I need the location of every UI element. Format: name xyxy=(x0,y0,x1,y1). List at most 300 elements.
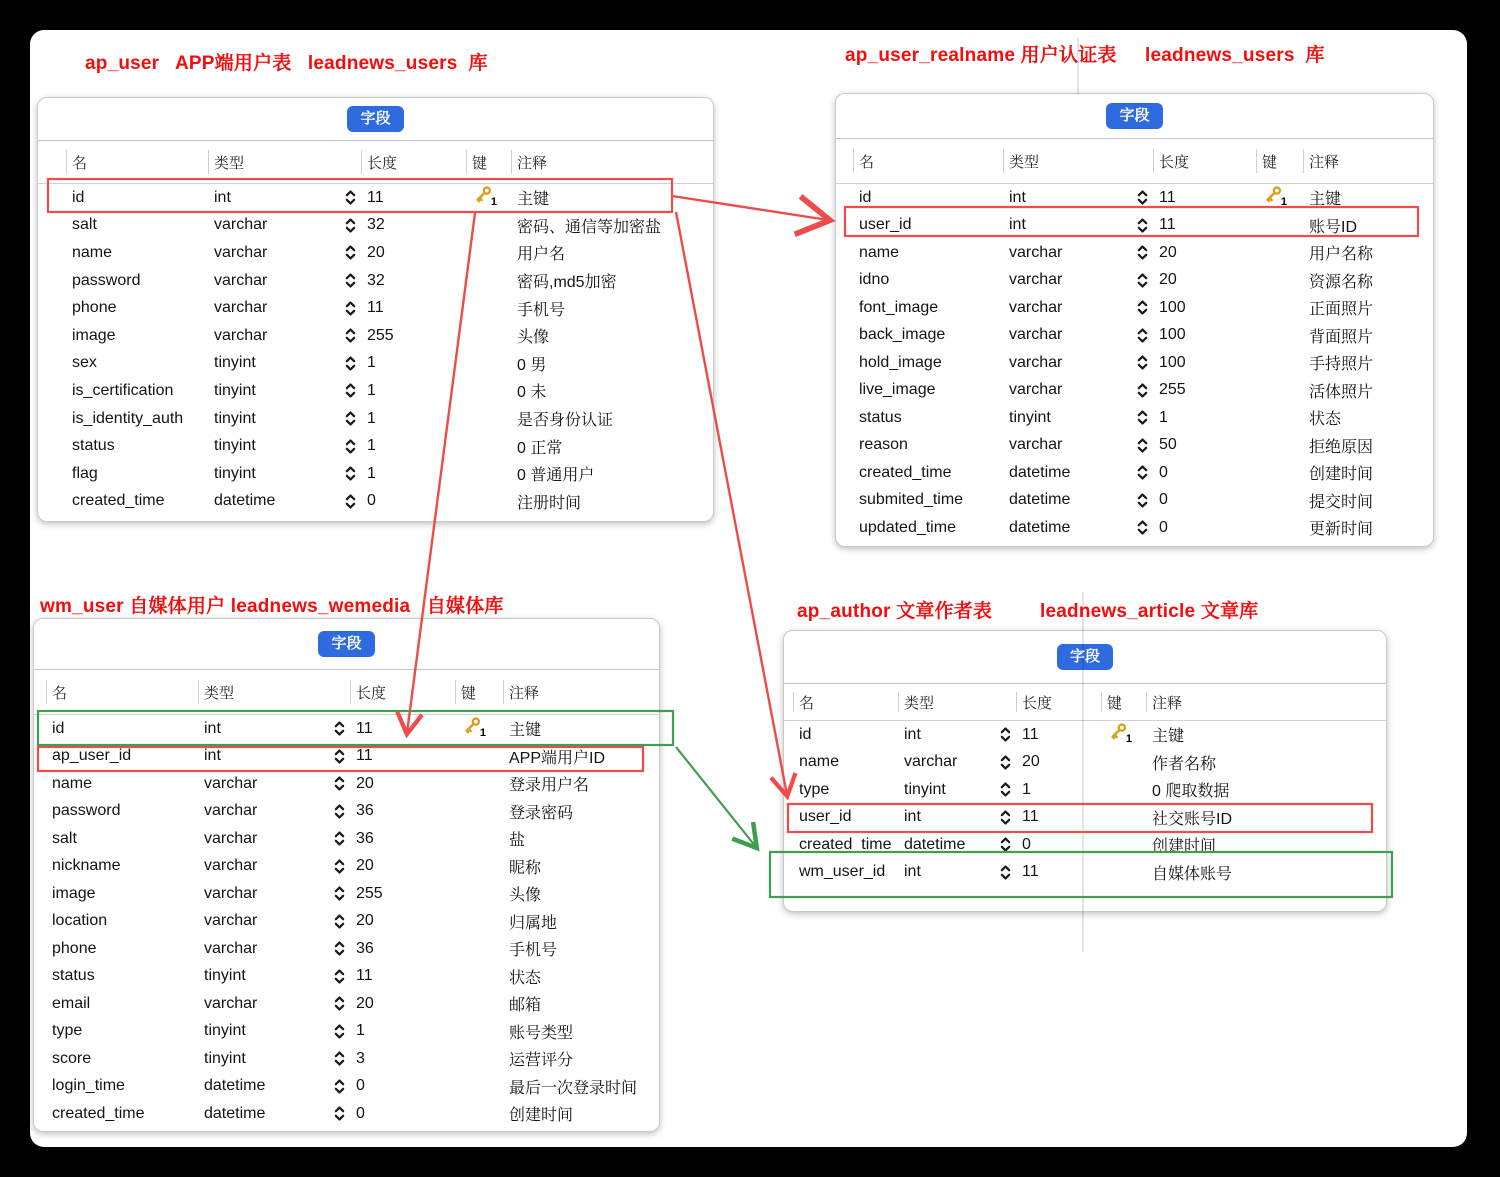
stepper-icon[interactable] xyxy=(989,864,1019,881)
field-length: 0 xyxy=(1159,491,1168,509)
field-type: datetime xyxy=(1009,491,1071,509)
field-comment: 手机号 xyxy=(509,942,558,960)
column-header-key[interactable]: 键 xyxy=(458,670,506,714)
field-name: ap_user_id xyxy=(52,747,132,765)
table-row-phone[interactable] xyxy=(38,294,713,322)
field-name: score xyxy=(52,1049,92,1067)
stepper-icon[interactable] xyxy=(989,726,1019,743)
column-header-length[interactable]: 长度 xyxy=(1156,139,1259,183)
field-length: 0 xyxy=(356,1077,365,1095)
field-length: 11 xyxy=(1022,863,1039,881)
stepper-icon[interactable] xyxy=(323,1050,353,1067)
card-toolbar xyxy=(784,631,1386,684)
field-type: varchar xyxy=(214,271,268,289)
fields-tab[interactable]: 字段 xyxy=(318,631,374,657)
column-header-name[interactable]: 名 xyxy=(69,141,211,183)
table-row-status[interactable] xyxy=(34,963,659,991)
field-type: varchar xyxy=(204,774,258,792)
stepper-icon[interactable] xyxy=(1126,492,1156,509)
field-comment: 昵称 xyxy=(509,859,542,877)
stepper-icon[interactable] xyxy=(323,913,353,930)
column-header-type[interactable]: 类型 xyxy=(901,684,989,720)
column-header-name[interactable]: 名 xyxy=(49,670,201,714)
table-row-email[interactable] xyxy=(34,990,659,1018)
table-row-hold_image[interactable] xyxy=(836,349,1433,377)
stepper-icon[interactable] xyxy=(323,720,353,737)
field-type: tinyint xyxy=(214,464,256,482)
table-row-wm_user_id[interactable] xyxy=(784,859,1386,887)
column-header-type[interactable]: 类型 xyxy=(201,670,323,714)
field-name: reason xyxy=(859,436,908,454)
card-toolbar xyxy=(34,619,659,670)
stepper-icon[interactable] xyxy=(334,244,364,261)
field-comment: 最后一次登录时间 xyxy=(509,1079,638,1097)
stepper-icon[interactable] xyxy=(334,300,364,317)
field-length: 20 xyxy=(356,774,374,792)
field-type: tinyint xyxy=(904,780,946,798)
field-length: 255 xyxy=(356,884,383,902)
field-comment: 社交账号ID xyxy=(1152,810,1233,828)
field-length: 11 xyxy=(1159,188,1176,206)
field-length: 100 xyxy=(1159,326,1186,344)
stepper-icon[interactable] xyxy=(323,830,353,847)
field-comment: 归属地 xyxy=(509,914,558,932)
field-type: varchar xyxy=(1009,243,1063,261)
table-row-idno[interactable] xyxy=(836,267,1433,295)
field-type: int xyxy=(1009,188,1026,206)
stepper-icon[interactable] xyxy=(334,355,364,372)
field-type: int xyxy=(904,808,921,826)
table-row-image[interactable] xyxy=(34,880,659,908)
field-type: datetime xyxy=(904,835,966,853)
field-comment: 0 男 xyxy=(517,356,547,374)
field-rows xyxy=(836,184,1433,542)
table-row-location[interactable] xyxy=(34,908,659,936)
column-header-type[interactable]: 类型 xyxy=(1006,139,1126,183)
stepper-icon[interactable] xyxy=(1126,464,1156,481)
stepper-icon[interactable] xyxy=(323,885,353,902)
field-comment: 注册时间 xyxy=(517,494,582,512)
table-row-id[interactable] xyxy=(38,184,713,212)
stepper-icon[interactable] xyxy=(323,775,353,792)
field-comment: 密码,md5加密 xyxy=(517,274,617,292)
table-row-user_id[interactable] xyxy=(836,212,1433,240)
stepper-icon[interactable] xyxy=(1126,382,1156,399)
stepper-icon[interactable] xyxy=(1126,217,1156,234)
field-type: tinyint xyxy=(214,409,256,427)
column-header-key[interactable]: 键 xyxy=(469,141,514,183)
column-header-length[interactable]: 长度 xyxy=(1019,684,1104,720)
stepper-icon[interactable] xyxy=(1126,519,1156,536)
field-comment: 是否身份认证 xyxy=(517,412,614,430)
column-header-key[interactable]: 键 xyxy=(1259,139,1306,183)
table-card-ap_author xyxy=(783,630,1387,912)
field-comment: APP端用户ID xyxy=(509,749,606,767)
column-header-sort xyxy=(989,684,1019,720)
column-header-key[interactable]: 键 xyxy=(1104,684,1149,720)
field-length: 0 xyxy=(1159,463,1168,481)
field-name: image xyxy=(52,884,96,902)
field-length: 20 xyxy=(356,912,374,930)
field-name: status xyxy=(859,408,902,426)
stepper-icon[interactable] xyxy=(1126,272,1156,289)
field-length: 3 xyxy=(356,1049,365,1067)
field-comment: 主键 xyxy=(509,722,542,740)
table-row-reason[interactable] xyxy=(836,432,1433,460)
field-comment: 提交时间 xyxy=(1309,493,1374,511)
column-header-name[interactable]: 名 xyxy=(856,139,1006,183)
table-row-status[interactable] xyxy=(38,432,713,460)
table-row-created_time[interactable] xyxy=(836,459,1433,487)
field-type: datetime xyxy=(204,1077,266,1095)
field-key xyxy=(469,184,514,211)
table-row-live_image[interactable] xyxy=(836,377,1433,405)
field-name: status xyxy=(52,967,95,985)
field-comment: 正面照片 xyxy=(1309,301,1374,319)
column-header-length[interactable]: 长度 xyxy=(353,670,458,714)
stepper-icon[interactable] xyxy=(334,327,364,344)
stepper-icon[interactable] xyxy=(323,803,353,820)
column-header-name[interactable]: 名 xyxy=(796,684,901,720)
field-type: tinyint xyxy=(214,437,256,455)
field-name: name xyxy=(799,753,840,771)
table-row-font_image[interactable] xyxy=(836,294,1433,322)
field-name: user_id xyxy=(799,808,852,826)
field-comment: 用户名 xyxy=(517,246,566,264)
table-row-id[interactable] xyxy=(836,184,1433,212)
stepper-icon[interactable] xyxy=(334,410,364,427)
field-type: varchar xyxy=(214,216,268,234)
field-key xyxy=(458,715,506,742)
table-row-salt[interactable] xyxy=(34,825,659,853)
stepper-icon[interactable] xyxy=(323,1023,353,1040)
table-row-back_image[interactable] xyxy=(836,322,1433,350)
stepper-icon[interactable] xyxy=(334,272,364,289)
stepper-icon[interactable] xyxy=(323,1105,353,1122)
field-length: 11 xyxy=(1159,216,1176,234)
field-type: varchar xyxy=(214,326,268,344)
table-row-type[interactable] xyxy=(784,776,1386,804)
field-length: 36 xyxy=(356,802,374,820)
column-header-comment[interactable]: 注释 xyxy=(1306,139,1433,183)
table-row-name[interactable] xyxy=(836,239,1433,267)
field-name: salt xyxy=(52,829,77,847)
field-length: 1 xyxy=(367,354,376,372)
table-title-ap_user: ap_user APP端用户表 leadnews_users 库 xyxy=(85,53,488,74)
column-header-comment[interactable]: 注释 xyxy=(506,670,659,714)
column-header-comment[interactable]: 注释 xyxy=(514,141,713,183)
column-header-row xyxy=(34,670,659,715)
field-length: 1 xyxy=(367,464,376,482)
field-comment: 状态 xyxy=(1309,411,1342,429)
field-name: image xyxy=(72,326,116,344)
column-header-sort xyxy=(334,141,364,183)
field-name: user_id xyxy=(859,216,912,234)
field-name: created_time xyxy=(859,463,952,481)
field-comment: 登录用户名 xyxy=(509,777,590,795)
field-comment: 活体照片 xyxy=(1309,383,1374,401)
field-comment: 运营评分 xyxy=(509,1052,574,1070)
stepper-icon[interactable] xyxy=(989,781,1019,798)
field-length: 20 xyxy=(1159,271,1177,289)
table-title-wm_user: wm_user 自媒体用户 leadnews_wemedia 自媒体库 xyxy=(40,596,504,617)
field-name: id xyxy=(72,188,85,206)
stepper-icon[interactable] xyxy=(334,493,364,510)
stepper-icon[interactable] xyxy=(1126,354,1156,371)
table-row-status[interactable] xyxy=(836,404,1433,432)
primary-key-icon: 1 xyxy=(472,184,494,206)
field-type: varchar xyxy=(204,829,258,847)
stepper-icon[interactable] xyxy=(989,754,1019,771)
field-length: 1 xyxy=(356,1022,365,1040)
column-header-comment[interactable]: 注释 xyxy=(1149,684,1386,720)
field-type: varchar xyxy=(904,753,958,771)
field-type: varchar xyxy=(1009,381,1063,399)
field-name: created_time xyxy=(72,492,165,510)
table-row-phone[interactable] xyxy=(34,935,659,963)
table-title-ap_author-db: leadnews_article 文章库 xyxy=(1040,601,1259,622)
table-row-id[interactable] xyxy=(784,721,1386,749)
stepper-icon[interactable] xyxy=(1126,189,1156,206)
field-type: datetime xyxy=(1009,463,1071,481)
column-header-sort xyxy=(1126,139,1156,183)
field-comment: 自媒体账号 xyxy=(1152,865,1233,883)
field-key xyxy=(1259,184,1306,211)
field-type: datetime xyxy=(214,492,276,510)
field-length: 0 xyxy=(356,1104,365,1122)
field-name: sex xyxy=(72,354,97,372)
field-comment: 创建时间 xyxy=(509,1107,574,1125)
field-rows xyxy=(784,721,1386,886)
field-type: int xyxy=(204,719,221,737)
field-key xyxy=(1104,721,1149,748)
field-comment: 用户名称 xyxy=(1309,246,1374,264)
stepper-icon[interactable] xyxy=(334,465,364,482)
table-card-wm_user xyxy=(33,618,660,1132)
stepper-icon[interactable] xyxy=(323,858,353,875)
stepper-icon[interactable] xyxy=(989,809,1019,826)
table-row-flag[interactable] xyxy=(38,460,713,488)
field-name: updated_time xyxy=(859,518,956,536)
field-comment: 头像 xyxy=(517,329,550,347)
field-type: varchar xyxy=(1009,298,1063,316)
field-comment: 头像 xyxy=(509,887,542,905)
field-type: varchar xyxy=(204,912,258,930)
field-type: varchar xyxy=(204,994,258,1012)
stepper-icon[interactable] xyxy=(334,189,364,206)
stepper-icon[interactable] xyxy=(323,995,353,1012)
field-comment: 密码、通信等加密盐 xyxy=(517,218,662,236)
field-name: password xyxy=(52,802,121,820)
field-type: varchar xyxy=(1009,326,1063,344)
field-type: varchar xyxy=(1009,353,1063,371)
table-row-name[interactable] xyxy=(34,770,659,798)
field-name: submited_time xyxy=(859,491,964,509)
field-length: 20 xyxy=(356,994,374,1012)
primary-key-icon: 1 xyxy=(1262,184,1284,206)
fields-tab[interactable]: 字段 xyxy=(347,106,403,132)
stepper-icon[interactable] xyxy=(334,382,364,399)
field-length: 255 xyxy=(1159,381,1186,399)
card-toolbar xyxy=(836,94,1433,139)
field-comment: 状态 xyxy=(509,969,542,987)
field-comment: 邮箱 xyxy=(509,997,542,1015)
stepper-icon[interactable] xyxy=(1126,299,1156,316)
field-type: int xyxy=(1009,216,1026,234)
field-name: type xyxy=(799,780,830,798)
field-name: name xyxy=(859,243,900,261)
field-length: 255 xyxy=(367,326,394,344)
field-comment: 资源名称 xyxy=(1309,273,1374,291)
table-row-user_id[interactable] xyxy=(784,804,1386,832)
window-separator-line xyxy=(1082,592,1084,952)
field-comment: 主键 xyxy=(1152,728,1185,746)
field-comment: 账号类型 xyxy=(509,1024,574,1042)
table-row-is_identity_auth[interactable] xyxy=(38,405,713,433)
field-length: 1 xyxy=(367,437,376,455)
field-length: 100 xyxy=(1159,298,1186,316)
field-type: varchar xyxy=(204,802,258,820)
field-name: back_image xyxy=(859,326,946,344)
table-row-submited_time[interactable] xyxy=(836,487,1433,515)
field-length: 11 xyxy=(367,299,384,317)
field-comment: 登录密码 xyxy=(509,804,574,822)
table-row-created_time[interactable] xyxy=(38,488,713,516)
field-name: name xyxy=(52,774,93,792)
stepper-icon[interactable] xyxy=(323,748,353,765)
field-length: 0 xyxy=(367,492,376,510)
field-length: 11 xyxy=(1022,808,1039,826)
field-comment: 0 普通用户 xyxy=(517,467,595,485)
card-toolbar xyxy=(38,98,713,141)
field-name: created_time xyxy=(799,835,892,853)
primary-key-icon: 1 xyxy=(461,715,483,737)
field-name: wm_user_id xyxy=(799,863,886,881)
field-rows xyxy=(34,715,659,1128)
table-row-sex[interactable] xyxy=(38,350,713,378)
field-length: 32 xyxy=(367,271,385,289)
table-card-ap_user_realname xyxy=(835,93,1434,547)
field-comment: 创建时间 xyxy=(1309,466,1374,484)
field-type: datetime xyxy=(204,1104,266,1122)
field-name: phone xyxy=(72,299,117,317)
table-row-password[interactable] xyxy=(34,798,659,826)
stepper-icon[interactable] xyxy=(1126,327,1156,344)
field-comment: 拒绝原因 xyxy=(1309,438,1374,456)
stepper-icon[interactable] xyxy=(1126,409,1156,426)
field-length: 1 xyxy=(1159,408,1168,426)
field-name: is_certification xyxy=(72,381,174,399)
field-length: 11 xyxy=(1022,725,1039,743)
field-comment: 背面照片 xyxy=(1309,328,1374,346)
field-length: 50 xyxy=(1159,436,1177,454)
field-length: 32 xyxy=(367,216,385,234)
table-row-password[interactable] xyxy=(38,267,713,295)
field-comment: 主键 xyxy=(517,191,550,209)
field-type: tinyint xyxy=(204,967,246,985)
stepper-icon[interactable] xyxy=(334,438,364,455)
field-length: 0 xyxy=(1022,835,1031,853)
column-header-type[interactable]: 类型 xyxy=(211,141,334,183)
stepper-icon[interactable] xyxy=(334,217,364,234)
table-row-salt[interactable] xyxy=(38,212,713,240)
field-length: 36 xyxy=(356,829,374,847)
stepper-icon[interactable] xyxy=(323,1078,353,1095)
field-length: 20 xyxy=(367,243,385,261)
table-row-created_time[interactable] xyxy=(34,1100,659,1128)
field-length: 36 xyxy=(356,939,374,957)
field-name: id xyxy=(52,719,65,737)
field-name: status xyxy=(72,437,115,455)
column-header-sort xyxy=(323,670,353,714)
field-comment: 0 爬取数据 xyxy=(1152,783,1230,801)
column-header-row xyxy=(836,139,1433,184)
field-type: varchar xyxy=(214,299,268,317)
column-header-row xyxy=(38,141,713,184)
table-row-created_time[interactable] xyxy=(784,831,1386,859)
table-row-name[interactable] xyxy=(784,749,1386,777)
table-row-nickname[interactable] xyxy=(34,853,659,881)
table-row-type[interactable] xyxy=(34,1018,659,1046)
table-row-ap_user_id[interactable] xyxy=(34,743,659,771)
table-row-name[interactable] xyxy=(38,239,713,267)
field-length: 11 xyxy=(356,967,373,985)
field-type: varchar xyxy=(204,884,258,902)
stepper-icon[interactable] xyxy=(323,968,353,985)
field-name: location xyxy=(52,912,108,930)
field-name: password xyxy=(72,271,141,289)
fields-tab[interactable]: 字段 xyxy=(1057,644,1113,670)
field-type: varchar xyxy=(1009,271,1063,289)
field-comment: 手机号 xyxy=(517,301,566,319)
field-name: nickname xyxy=(52,857,121,875)
fields-tab[interactable]: 字段 xyxy=(1106,103,1162,129)
table-title-ap_user_realname-db: leadnews_users 库 xyxy=(1145,45,1325,66)
field-name: salt xyxy=(72,216,97,234)
field-comment: 更新时间 xyxy=(1309,521,1374,539)
field-name: font_image xyxy=(859,298,939,316)
field-name: hold_image xyxy=(859,353,942,371)
field-name: is_identity_auth xyxy=(72,409,184,427)
field-length: 11 xyxy=(356,719,373,737)
table-row-image[interactable] xyxy=(38,322,713,350)
stepper-icon[interactable] xyxy=(1126,437,1156,454)
field-name: email xyxy=(52,994,91,1012)
stepper-icon[interactable] xyxy=(989,836,1019,853)
column-header-length[interactable]: 长度 xyxy=(364,141,469,183)
table-row-updated_time[interactable] xyxy=(836,514,1433,542)
table-title-ap_user_realname: ap_user_realname 用户认证表 xyxy=(845,45,1117,66)
field-name: name xyxy=(72,243,113,261)
primary-key-icon: 1 xyxy=(1107,721,1129,743)
table-row-score[interactable] xyxy=(34,1045,659,1073)
field-name: id xyxy=(799,725,812,743)
stepper-icon[interactable] xyxy=(1126,244,1156,261)
field-length: 0 xyxy=(1159,518,1168,536)
field-type: int xyxy=(904,725,921,743)
stepper-icon[interactable] xyxy=(323,940,353,957)
field-rows xyxy=(38,184,713,515)
field-name: idno xyxy=(859,271,890,289)
table-row-is_certification[interactable] xyxy=(38,377,713,405)
field-comment: 创建时间 xyxy=(1152,838,1217,856)
field-length: 20 xyxy=(1159,243,1177,261)
table-row-login_time[interactable] xyxy=(34,1073,659,1101)
field-comment: 0 未 xyxy=(517,384,547,402)
table-row-id[interactable] xyxy=(34,715,659,743)
field-name: flag xyxy=(72,464,98,482)
field-comment: 主键 xyxy=(1309,191,1342,209)
